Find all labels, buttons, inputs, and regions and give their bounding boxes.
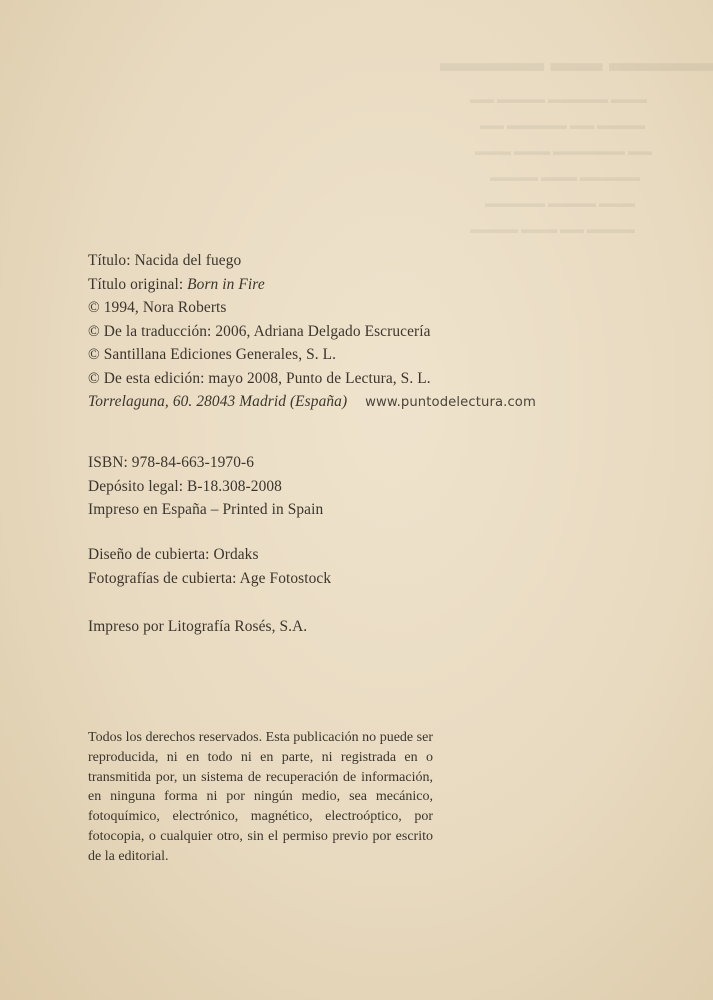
- cover-photos: Fotografías de cubierta: Age Fotostock: [88, 569, 332, 587]
- show-through-decoration: ▬▬▬▬▬ ▬▬▬ ▬▬▬▬: [490, 170, 640, 184]
- printed-in: Impreso en España – Printed in Spain: [88, 501, 324, 518]
- rights-notice: Todos los derechos reservados. Esta publicación no puede ser reproducida, ni en todo ni en parte, ni registrada en o transmitida por, un sistema de recuperación de información, en ninguna forma ni por ningún medio, sea mecánico, fotoquímico, electrónico, magnético, electroóptico, por fotocopia, o cualquier otro, sin el permiso previo por escrito de la editorial.: [88, 730, 433, 864]
- deposito-legal: Depósito legal: B-18.308-2008: [88, 477, 282, 495]
- original-title-value: Born in Fire: [187, 275, 265, 293]
- title-value: Nacida del fuego: [134, 252, 242, 269]
- title-label: Título:: [88, 252, 131, 269]
- title-line: [88, 249, 536, 273]
- show-through-decoration: ▬▬▬▬ ▬▬ ▬▬▬▬: [440, 48, 713, 77]
- edition-copyright: © De esta edición: mayo 2008, Punto de Lectura, S. L.: [88, 369, 431, 387]
- publisher-website: www.puntodelectura.com: [365, 395, 536, 410]
- show-through-decoration: ▬▬▬▬ ▬▬ ▬▬▬ ▬▬▬▬: [470, 222, 635, 236]
- publisher-copyright: © Santillana Ediciones Generales, S. L.: [88, 346, 337, 363]
- isbn: ISBN: 978-84-663-1970-6: [88, 454, 255, 471]
- design-block: [88, 543, 331, 590]
- printer-block: [88, 615, 307, 639]
- translation-copyright: © De la traducción: 2006, Adriana Delgado Escrucería: [88, 322, 431, 340]
- original-title-line: [88, 273, 536, 297]
- address-line: [88, 390, 536, 415]
- credits-block: [88, 249, 536, 415]
- original-title-label: Título original:: [88, 275, 184, 293]
- publisher-address: Torrelaguna, 60. 28043 Madrid (España): [88, 393, 348, 410]
- show-through-decoration: ▬▬▬▬ ▬▬ ▬▬▬▬▬ ▬▬: [480, 118, 645, 132]
- show-through-decoration: ▬▬▬ ▬▬▬▬▬ ▬▬▬▬ ▬▬: [470, 92, 647, 106]
- cover-design: Diseño de cubierta: Ordaks: [88, 546, 259, 563]
- show-through-decoration: ▬▬ ▬▬▬▬▬▬ ▬▬▬ ▬▬▬: [475, 144, 652, 158]
- printed-by: Impreso por Litografía Rosés, S.A.: [88, 618, 308, 635]
- legal-block: [88, 451, 323, 522]
- show-through-decoration: ▬▬▬ ▬▬▬▬ ▬▬▬▬▬: [485, 196, 635, 210]
- author-copyright: © 1994, Nora Roberts: [88, 299, 227, 316]
